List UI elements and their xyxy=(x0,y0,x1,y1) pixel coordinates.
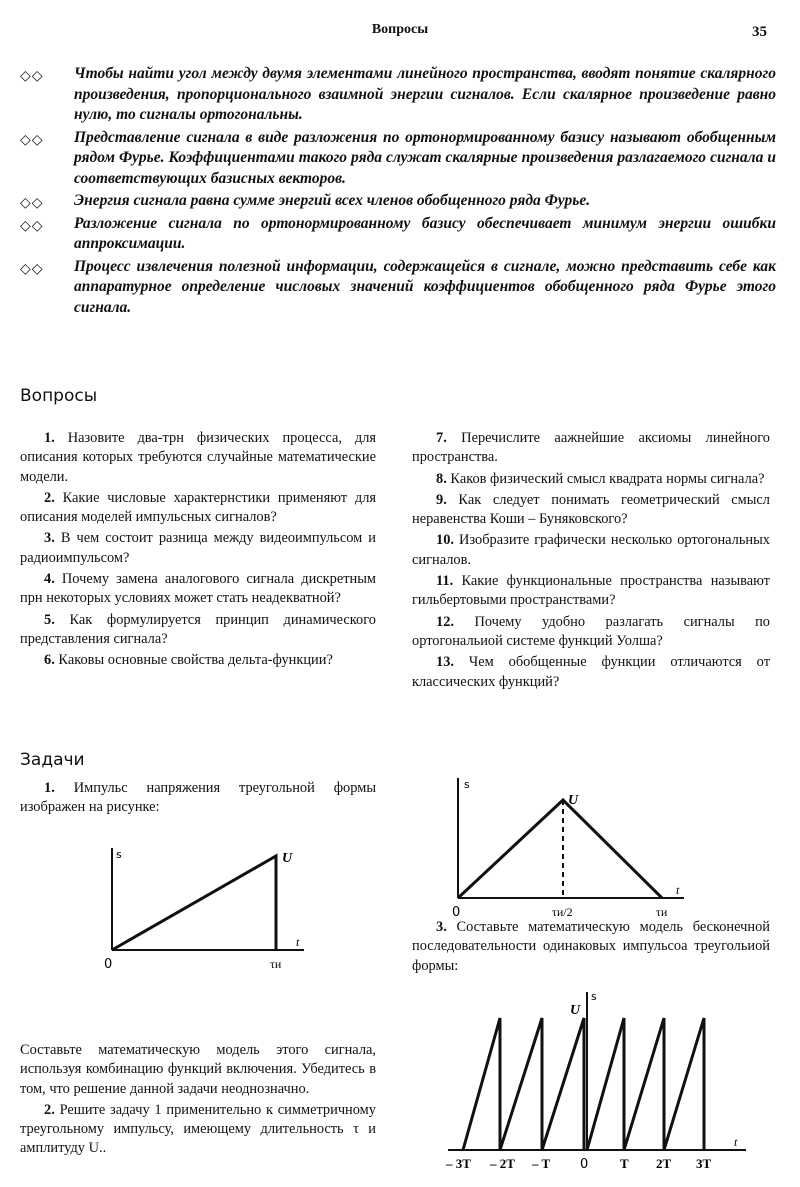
question-number: 2. xyxy=(44,489,55,506)
duration-label: τи xyxy=(656,905,668,919)
question-text: Изобразите графически несколько ортогональных сигналов. xyxy=(412,532,770,568)
summary-text: Чтобы найти угол между двумя элементами линейного пространства, вводят понятие скалярного произведения, пропорционального взаимной энергии сигналов. Если скалярное произведение равно нулю, то сигналы ортогональны. xyxy=(74,65,776,123)
ramp-pulse-plot xyxy=(96,842,316,974)
task1-intro xyxy=(20,779,376,820)
task-text: Решите задачу 1 применительно к симметричному треугольному импульсу, имеющему длительность τ и амплитуду U.. xyxy=(20,1101,376,1157)
chapter-summary xyxy=(20,64,776,320)
question-number: 9. xyxy=(436,491,447,508)
question-number: 13. xyxy=(436,654,454,671)
task-number: 3. xyxy=(436,919,447,935)
running-title: Вопросы xyxy=(371,22,429,37)
tick-label-3t: 3T xyxy=(696,1156,712,1171)
tick-label-t: T xyxy=(620,1156,629,1171)
questions-heading: Вопросы xyxy=(20,386,98,406)
question-item xyxy=(412,572,770,611)
question-item xyxy=(20,489,376,528)
question-item xyxy=(412,429,770,468)
question-number: 3. xyxy=(44,530,55,547)
duration-label: τи xyxy=(270,957,282,971)
origin-label: 0 xyxy=(104,957,113,972)
tasks-heading: Задачи xyxy=(20,750,85,770)
question-number: 1. xyxy=(44,430,55,446)
summary-text: Разложение сигнала по ортонормированному базису обеспечивает минимум энергии ошибки аппроксимации. xyxy=(74,214,776,252)
question-item xyxy=(20,529,376,568)
question-text: Какие числовые характернстики применяют для описания моделей импульсных сигналов? xyxy=(20,489,376,526)
question-text: Перечислите аажнейшие аксиомы линейного пространства. xyxy=(412,430,770,466)
y-axis-label: s xyxy=(464,778,470,791)
question-item xyxy=(412,613,770,652)
y-axis-label: s xyxy=(116,848,122,861)
question-item xyxy=(412,470,770,489)
question-text: В чем состоит разница между видеоимпульсом и радиоимпульсом? xyxy=(20,530,376,566)
figure-triangle-pulse xyxy=(446,774,696,922)
tick-label-minus-t: – T xyxy=(532,1156,551,1171)
summary-item xyxy=(20,257,776,319)
task-continuation xyxy=(20,1041,376,1161)
question-number: 4. xyxy=(44,571,55,588)
tick-label-minus-3t: – 3T xyxy=(446,1156,471,1171)
tick-label-2t: 2T xyxy=(656,1156,672,1171)
question-number: 10. xyxy=(436,532,454,549)
summary-item xyxy=(20,191,776,212)
question-text: Назовите два-трн физических процесса, для описания которых требуются случайные математические модели. xyxy=(20,430,376,485)
diamond-bullet-icon: ◇◇ xyxy=(20,68,44,84)
question-text: Почему замена аналогового сигнала дискретным прн некоторых условиях может стать неадекватной? xyxy=(20,571,376,607)
question-text: Чем обобщенные функции отличаются от классических функций? xyxy=(412,654,770,690)
x-axis-label: t xyxy=(676,883,680,897)
task-number: 1. xyxy=(44,780,55,796)
triangle-pulse-shape xyxy=(458,800,662,898)
task-text: Составьте математическую модель бесконечной последовательности одинаковых импульсоа треугольиой формы: xyxy=(412,919,770,974)
question-text: Каков физический смысл квадрата нормы сигнала? xyxy=(450,470,765,487)
figure-pulse-train xyxy=(440,984,770,1184)
question-number: 11. xyxy=(436,573,454,590)
task-item xyxy=(20,779,376,818)
diamond-bullet-icon: ◇◇ xyxy=(20,260,44,277)
y-axis-label: s xyxy=(591,990,597,1003)
task3-block xyxy=(412,918,770,978)
question-number: 8. xyxy=(436,470,447,487)
question-text: Как формулируется принцип динамического представления сигнала? xyxy=(20,611,376,647)
question-item xyxy=(20,429,376,487)
question-item xyxy=(412,653,770,692)
task1-outro: Составьте математическую модель этого сигнала, используя комбинацию функций включения. Убедитесь в том, что решение данной задачи неоднозначно. xyxy=(20,1042,376,1097)
question-text: Каковы основные свойства дельта-функции? xyxy=(58,652,333,669)
pulse-4 xyxy=(587,1018,624,1150)
page-number: 35 xyxy=(752,24,767,40)
summary-text: Процесс извлечения полезной информации, содержащейся в сигнале, можно представить себе как аппаратурное определение числовых значений коэффициентов обобщенного ряда Фурье этого сигнала. xyxy=(74,257,776,316)
tick-label-minus-2t: – 2T xyxy=(490,1156,515,1171)
diamond-bullet-icon: ◇◇ xyxy=(20,195,44,211)
pulse-6 xyxy=(664,1018,704,1150)
x-axis-label: t xyxy=(296,935,300,949)
question-text: Как следует понимать геометрический смысл неравенства Коши – Буняковского? xyxy=(412,491,770,528)
ramp-pulse-shape xyxy=(112,856,276,950)
summary-text: Представление сигнала в виде разложения по ортонормированному базису называют обобщенным рядом Фурье. Коэффициентами такого ряда служат скалярные произведения разлагаемого сигнала и соответствующих базисных векторов. xyxy=(74,128,776,187)
summary-item xyxy=(20,128,776,190)
peak-label: U xyxy=(568,793,579,808)
pulse-3 xyxy=(542,1018,584,1150)
peak-label: U xyxy=(282,851,293,866)
question-number: 5. xyxy=(44,611,55,628)
question-number: 6. xyxy=(44,652,55,669)
amplitude-label: U xyxy=(570,1003,581,1018)
question-text: Какие функциональные пространства называют гильбертовыми пространствами? xyxy=(412,573,770,609)
task-item xyxy=(20,1101,376,1159)
diamond-bullet-icon: ◇◇ xyxy=(20,131,44,148)
task-text: Импульс напряжения треугольной формы изображен на рисунке: xyxy=(20,780,376,816)
pulse-5 xyxy=(624,1018,664,1150)
tick-label-zero: 0 xyxy=(580,1157,589,1172)
pulse-2 xyxy=(500,1018,542,1150)
task-item xyxy=(412,918,770,976)
pulse-1 xyxy=(463,1018,500,1150)
question-number: 7. xyxy=(436,430,447,446)
pulse-train-plot xyxy=(440,984,770,1184)
question-item xyxy=(20,651,376,670)
questions-right-column xyxy=(412,429,770,694)
question-number: 12. xyxy=(436,613,454,630)
question-item xyxy=(20,611,376,650)
summary-item xyxy=(20,214,776,255)
question-item xyxy=(412,491,770,530)
question-item xyxy=(20,570,376,609)
question-item xyxy=(412,531,770,570)
triangle-pulse-plot xyxy=(446,774,696,922)
figure-ramp-pulse xyxy=(96,842,316,974)
diamond-bullet-icon: ◇◇ xyxy=(20,217,44,234)
summary-text: Энергия сигнала равна сумме энергий всех членов обобщенного ряда Фурье. xyxy=(74,192,591,209)
questions-left-column xyxy=(20,429,376,673)
task-number: 2. xyxy=(44,1101,55,1118)
summary-item xyxy=(20,64,776,126)
x-axis-label: t xyxy=(734,1135,738,1149)
question-text: Почему удобно разлагать сигналы по ортогональиой системе функций Уолша? xyxy=(412,613,770,649)
origin-label: 0 xyxy=(452,905,461,920)
half-duration-label: τи/2 xyxy=(552,905,573,919)
